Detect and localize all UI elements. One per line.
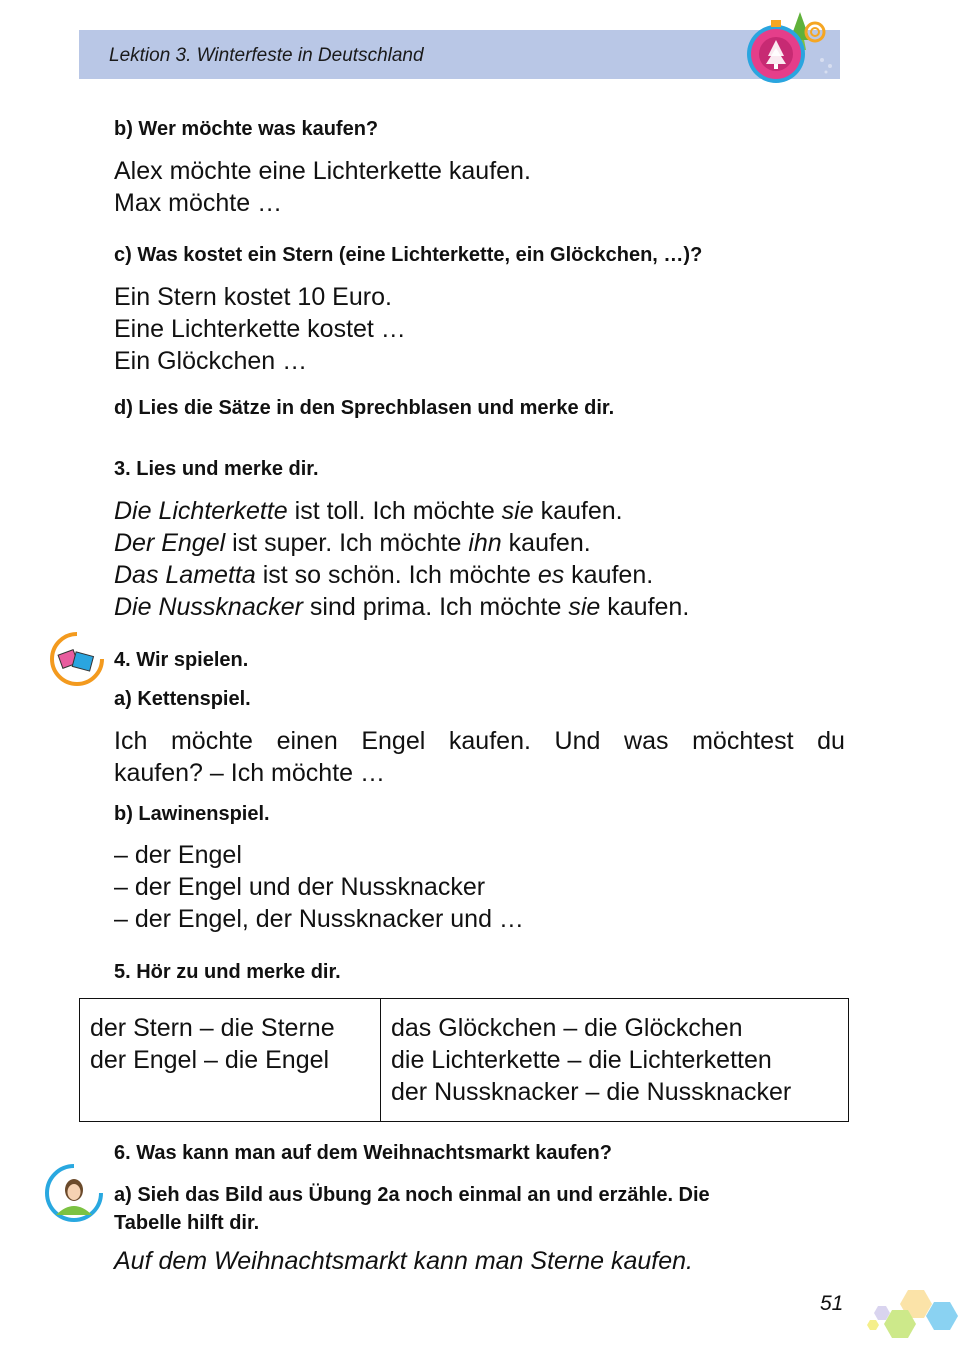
sentence-line [114, 559, 689, 591]
instruction-4a: a) Kettenspiel. [114, 688, 251, 710]
instruction-d: d) Lies die Sätze in den Sprechblasen und merke dir. [114, 397, 615, 419]
word: Und [554, 727, 601, 755]
noun-phrase: Der Engel [114, 529, 226, 557]
vocab-table [79, 998, 849, 1122]
instruction-6a [114, 1181, 845, 1237]
list-item: – der Engel [114, 841, 242, 869]
sentence-middle: ist super. Ich möchte [225, 529, 469, 557]
vocab-pair: der Nussknacker – die Nussknacker [391, 1078, 792, 1106]
vocab-pair: der Stern – die Sterne [90, 1014, 335, 1042]
exercise-3-heading: 3. Lies und merke dir. [114, 458, 319, 480]
pronoun: ihn [468, 529, 502, 557]
exercise-4-heading: 4. Wir spielen. [114, 649, 249, 671]
table-row [80, 999, 849, 1122]
instruction-c: c) Was kostet ein Stern (eine Lichterkette, ein Glöckchen, …)? [114, 244, 703, 266]
instruction-line: Tabelle hilft dir. [114, 1212, 260, 1234]
word: einen [276, 727, 338, 755]
text-line: Ein Stern kostet 10 Euro. [114, 283, 392, 311]
word: Engel [361, 727, 426, 755]
sentence-end: kaufen. [533, 497, 623, 525]
noun-phrase: Die Lichterkette [114, 497, 288, 525]
text-line: kaufen? – Ich möchte … [114, 759, 385, 787]
instruction-b: b) Wer möchte was kaufen? [114, 118, 379, 140]
text-block-ex3 [114, 495, 689, 623]
text-block-ex4a [114, 725, 845, 789]
sentence-line [114, 591, 689, 623]
text-line: Eine Lichterkette kostet … [114, 315, 406, 343]
text-line: Ein Glöckchen … [114, 347, 308, 375]
noun-phrase: Das Lametta [114, 561, 256, 589]
word: Ich [114, 727, 148, 755]
vocab-pair: das Glöckchen – die Glöckchen [391, 1014, 743, 1042]
vocab-pair: die Lichterkette – die Lichterketten [391, 1046, 772, 1074]
hexagon-decoration-icon [862, 1280, 963, 1360]
sentence-middle: sind prima. Ich möchte [302, 593, 569, 621]
table-cell-left [80, 999, 381, 1122]
text-line: Max möchte … [114, 189, 283, 217]
word: kaufen. [448, 727, 531, 755]
sentence-line [114, 527, 689, 559]
list-item: – der Engel, der Nussknacker und … [114, 905, 524, 933]
table-cell-right [381, 999, 849, 1122]
dialog-cards-icon [50, 632, 104, 686]
pronoun: sie [568, 593, 601, 621]
lesson-title: Lektion 3. Winterfeste in Deutschland [109, 45, 424, 66]
sentence-end: kaufen. [501, 529, 591, 557]
justified-line [114, 725, 845, 757]
instruction-line: a) Sieh das Bild aus Übung 2a noch einmal an und erzähle. Die [114, 1184, 710, 1206]
exercise-6-heading: 6. Was kann man auf dem Weihnachtsmarkt kaufen? [114, 1142, 612, 1164]
example-sentence: Auf dem Weihnachtsmarkt kann man Sterne kaufen. [114, 1247, 694, 1275]
text-block-b [114, 155, 531, 219]
page-number: 51 [820, 1292, 844, 1315]
noun-phrase: Die Nussknacker [114, 593, 303, 621]
person-avatar-icon [44, 1163, 104, 1223]
word: du [817, 727, 845, 755]
text-block-ex4b [114, 839, 524, 935]
christmas-ornament-icon [740, 10, 840, 86]
word: möchtest [692, 727, 794, 755]
exercise-5-heading: 5. Hör zu und merke dir. [114, 961, 341, 983]
sentence-end: kaufen. [600, 593, 690, 621]
sentence-middle: ist toll. Ich möchte [287, 497, 502, 525]
pronoun: es [537, 561, 565, 589]
word: was [624, 727, 669, 755]
sentence-end: kaufen. [564, 561, 654, 589]
sentence-middle: ist so schön. Ich möchte [255, 561, 538, 589]
sentence-line [114, 495, 689, 527]
text-block-c [114, 281, 406, 377]
list-item: – der Engel und der Nussknacker [114, 873, 486, 901]
vocab-pair: der Engel – die Engel [90, 1046, 330, 1074]
text-line: Alex möchte eine Lichterkette kaufen. [114, 157, 531, 185]
word: möchte [170, 727, 253, 755]
header-bar [79, 30, 840, 79]
instruction-4b: b) Lawinenspiel. [114, 803, 270, 825]
pronoun: sie [501, 497, 534, 525]
